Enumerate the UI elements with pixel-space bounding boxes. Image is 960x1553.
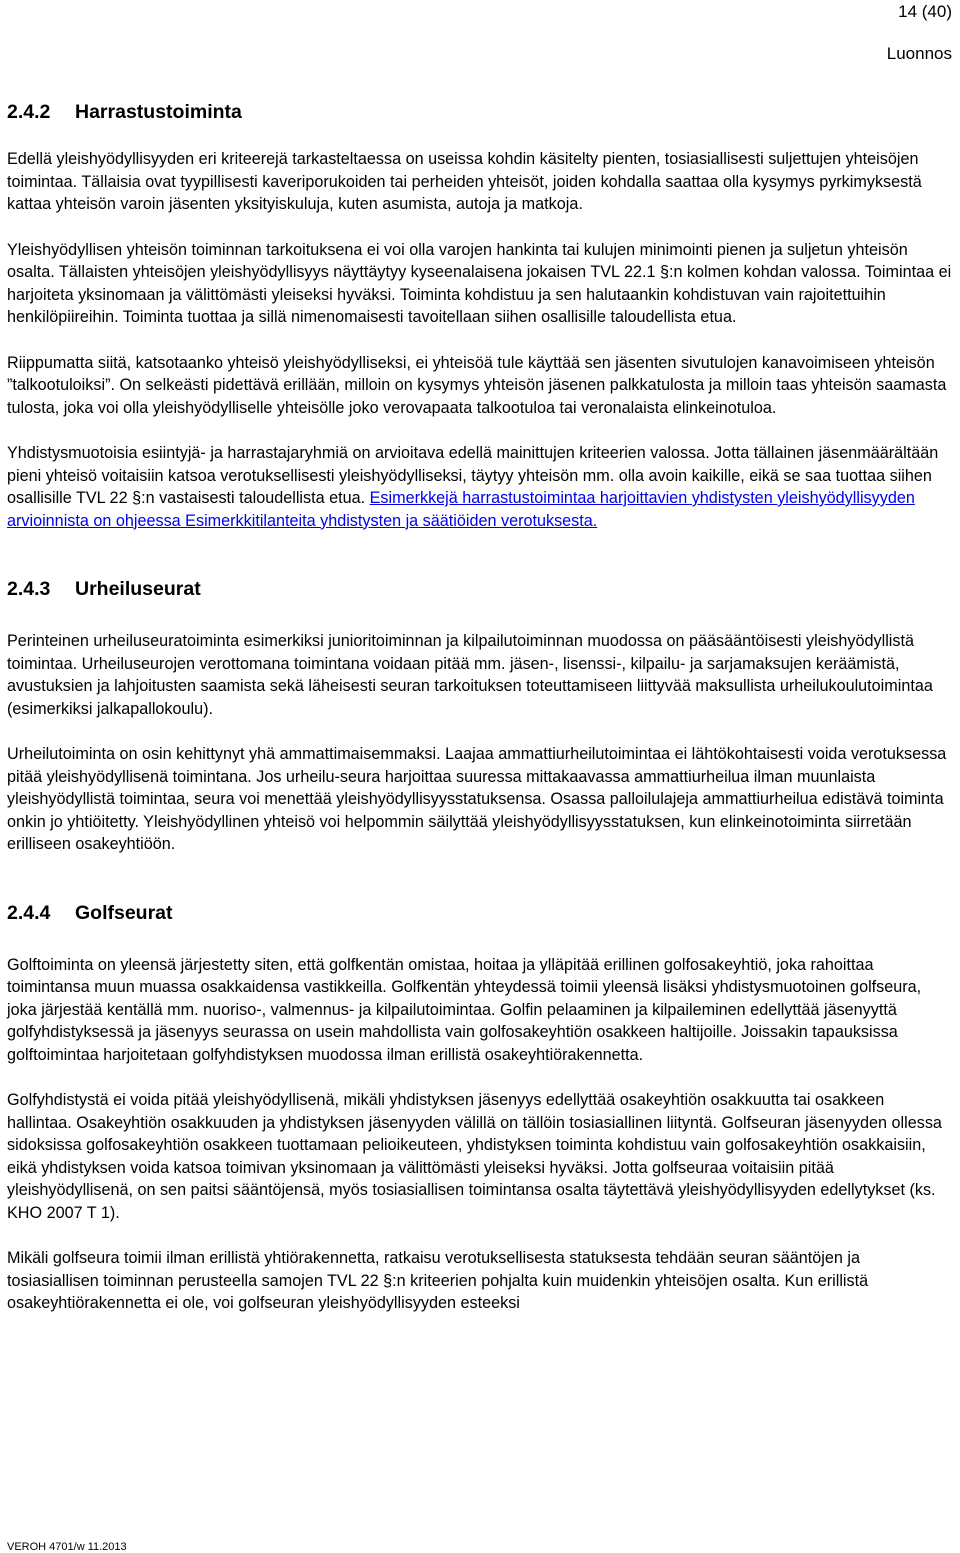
section-number: 2.4.3 <box>7 578 51 600</box>
section-heading-urheiluseurat <box>7 576 953 602</box>
draft-label: Luonnos <box>886 44 952 63</box>
section-title: Harrastustoiminta <box>75 101 242 123</box>
section-heading-harrastustoiminta <box>7 99 953 125</box>
paragraph-text: Yhdistysmuotoisia esiintyjä- ja harrastajaryhmiä on arvioitava edellä mainittujen kriteerien valossa. Jotta tällainen jäsenmäärältään pieni yhteisö voitaisiin katsoa verotuksellisesti yleishyödylliseksi, täytyy yhteisön mm. olla avoin kaikille, eikä se saa tuottaa siihen osallisille TVL 22 §:n vastaisesti taloudellista etua. <box>7 444 939 507</box>
paragraph: Edellä yleishyödyllisyyden eri kriteerejä tarkasteltaessa on useissa kohdin käsitelty pienten, tosiasiallisesti suljettujen yhteisöjen toimintaa. Tällaisia ovat tyypillisesti kaveriporukoiden tai perheiden yhteisöt, joiden kohdalla saattaa olla kysymys pyrkimyksestä kattaa yhteisön varoin jäsenten yksityiskuluja, kuten asumista, autoja ja matkoja. <box>7 150 922 213</box>
document-code: VEROH 4701/w 11.2013 <box>7 1541 127 1553</box>
paragraph: Golfyhdistystä ei voida pitää yleishyödyllisenä, mikäli yhdistyksen jäsenyys edellyttää osakeyhtiön osakkuutta tai osakkeen hallintaa. Osakeyhtiön osakkuuden ja yhdistyksen jäsenyyden välillä on tällöin tosiasiallinen liityntä. Golfseuran jäsenyyden ollessa sidoksissa golfosakeyhtiön osakkeen tuottamaan pelioikeuteen, yhdistyksen toiminta kohdistuu vain golfosakeyhtiön osakkaisiin, eikä yhdistyksen voida katsoa toimivan yksinomaan ja välittömästi yleiseksi hyväksi. Jotta golfseuraa voitaisiin pitää yleishyödyllisenä, on sen paitsi sääntöjensä, myös tosiasiallisen toimintansa osalta täytettävä yleishyödyllisyyden edellytykset (ks. KHO 2007 T 1). <box>7 1091 942 1222</box>
section-title: Urheiluseurat <box>75 578 201 600</box>
paragraph: Urheilutoiminta on osin kehittynyt yhä ammattimaisemmaksi. Laajaa ammattiurheilutoimintaa ei lähtökohtaisesti voida verotuksessa pitää yleishyödyllisenä toimintana. Jos urheilu-seura harjoittaa suuressa mittakaavassa ammattiurheilua ilman muunlaista yleishyödyllistä toimintaa, seura voi menettää yleishyödyllisyysstatuksensa. Osassa palloilulajeja ammattiurheilua edistävä toiminta onkin jo yhtiöitetty. Yleishyödyllinen yhteisö voi helpommin säilyttää yleishyödyllisyysstatuksen, kun elinkeinotoiminta siirretään erilliseen osakeyhtiöön. <box>7 745 947 853</box>
section-heading-golfseurat <box>7 900 953 926</box>
section-title: Golfseurat <box>75 901 173 924</box>
paragraph: Riippumatta siitä, katsotaanko yhteisö yleishyödylliseksi, ei yhteisöä tule käyttää sen jäsenten sivutulojen kanavoimiseen yhteisön ”talkootuloiksi”. On selkeästi pidettävä erillään, milloin on kysymys yhteisön jäsenen palkkatulosta ja milloin taas yhteisön saamasta tulosta, joka voi olla yleishyödylliselle yhteisölle joko verovapaata talkootuloa tai veronalaista elinkeinotuloa. <box>7 353 947 417</box>
paragraph: Yleishyödyllisen yhteisön toiminnan tarkoituksena ei voi olla varojen hankinta tai kulujen minimointi pienen ja suljetun yhteisön osalta. Tällaisten yhteisöjen yleishyödyllisyys näyttäytyy kyseenalaisena jokaisen TVL 22.1 §:n kolmen kohdan valossa. Toimintaa ei harjoiteta yksinomaan ja välittömästi yleiseksi hyväksi. Toiminta kohdistuu ja sen halutaankin kohdistuvan vain rajoitettuihin henkilöpiireihin. Toiminta tuottaa ja sillä nimenomaisesti tavoitellaan siihen osallisille taloudellista etua. <box>7 240 952 326</box>
paragraph: Perinteinen urheiluseuratoiminta esimerkiksi junioritoiminnan ja kilpailutoiminnan muodossa on pääsääntöisesti yleishyödyllistä toimintaa. Urheiluseurojen verottomana toimintana voidaan pitää mm. jäsen-, lisenssi-, kilpailu- ja sarjamaksujen keräämistä, avustuksien ja lahjoitusten saamista sekä läheisesti seuran tarkoituksen toteuttamiseen liittyvää maksullista urheilukoulutoimintaa (esimerkiksi jalkapallokoulu). <box>7 632 933 718</box>
page-number: 14 (40) <box>898 2 952 21</box>
document-body <box>7 99 953 1338</box>
section-number: 2.4.2 <box>7 101 51 123</box>
paragraph <box>7 442 953 532</box>
guide-link[interactable]: Esimerkkejä harrastustoimintaa harjoittavien yhdistysten yleishyödyllisyyden arvioinnista on ohjeessa Esimerkkitilanteita yhdistysten ja säätiöiden verotuksesta. <box>7 489 915 530</box>
paragraph: Golftoiminta on yleensä järjestetty siten, että golfkentän omistaa, hoitaa ja ylläpitää erillinen golfosakeyhtiö, joka rahoittaa toimintansa muun muassa osakkaidensa vastikkeilla. Golfkentän yhteydessä toimii yleensä lisäksi yhdistysmuotoinen golfseura, joka järjestää kentällä mm. nuoriso-, valmennus- ja kilpailutoimintaa. Golfin pelaaminen ja kilpaileminen edellyttää jäsenyyttä golfyhdistyksessä ja jäsenyys seurassa on usein mahdollista vain golfosakeyhtiön osakkeen haltijoille. Joissakin tapauksissa golftoimintaa harjoitetaan golfyhdistyksen muodossa ilman erillistä osakeyhtiörakennetta. <box>7 955 922 1064</box>
paragraph: Mikäli golfseura toimii ilman erillistä yhtiörakennetta, ratkaisu verotuksellisesta statuksesta tehdään seuran sääntöjen ja tosiasiallisen toiminnan perusteella samojen TVL 22 §:n kriteerien pohjalta kuin muidenkin yhteisöjen osalta. Kun erillistä osakeyhtiörakennetta ei ole, voi golfseuran yleishyödyllisyyden esteeksi <box>7 1249 869 1312</box>
section-number: 2.4.4 <box>7 901 51 924</box>
